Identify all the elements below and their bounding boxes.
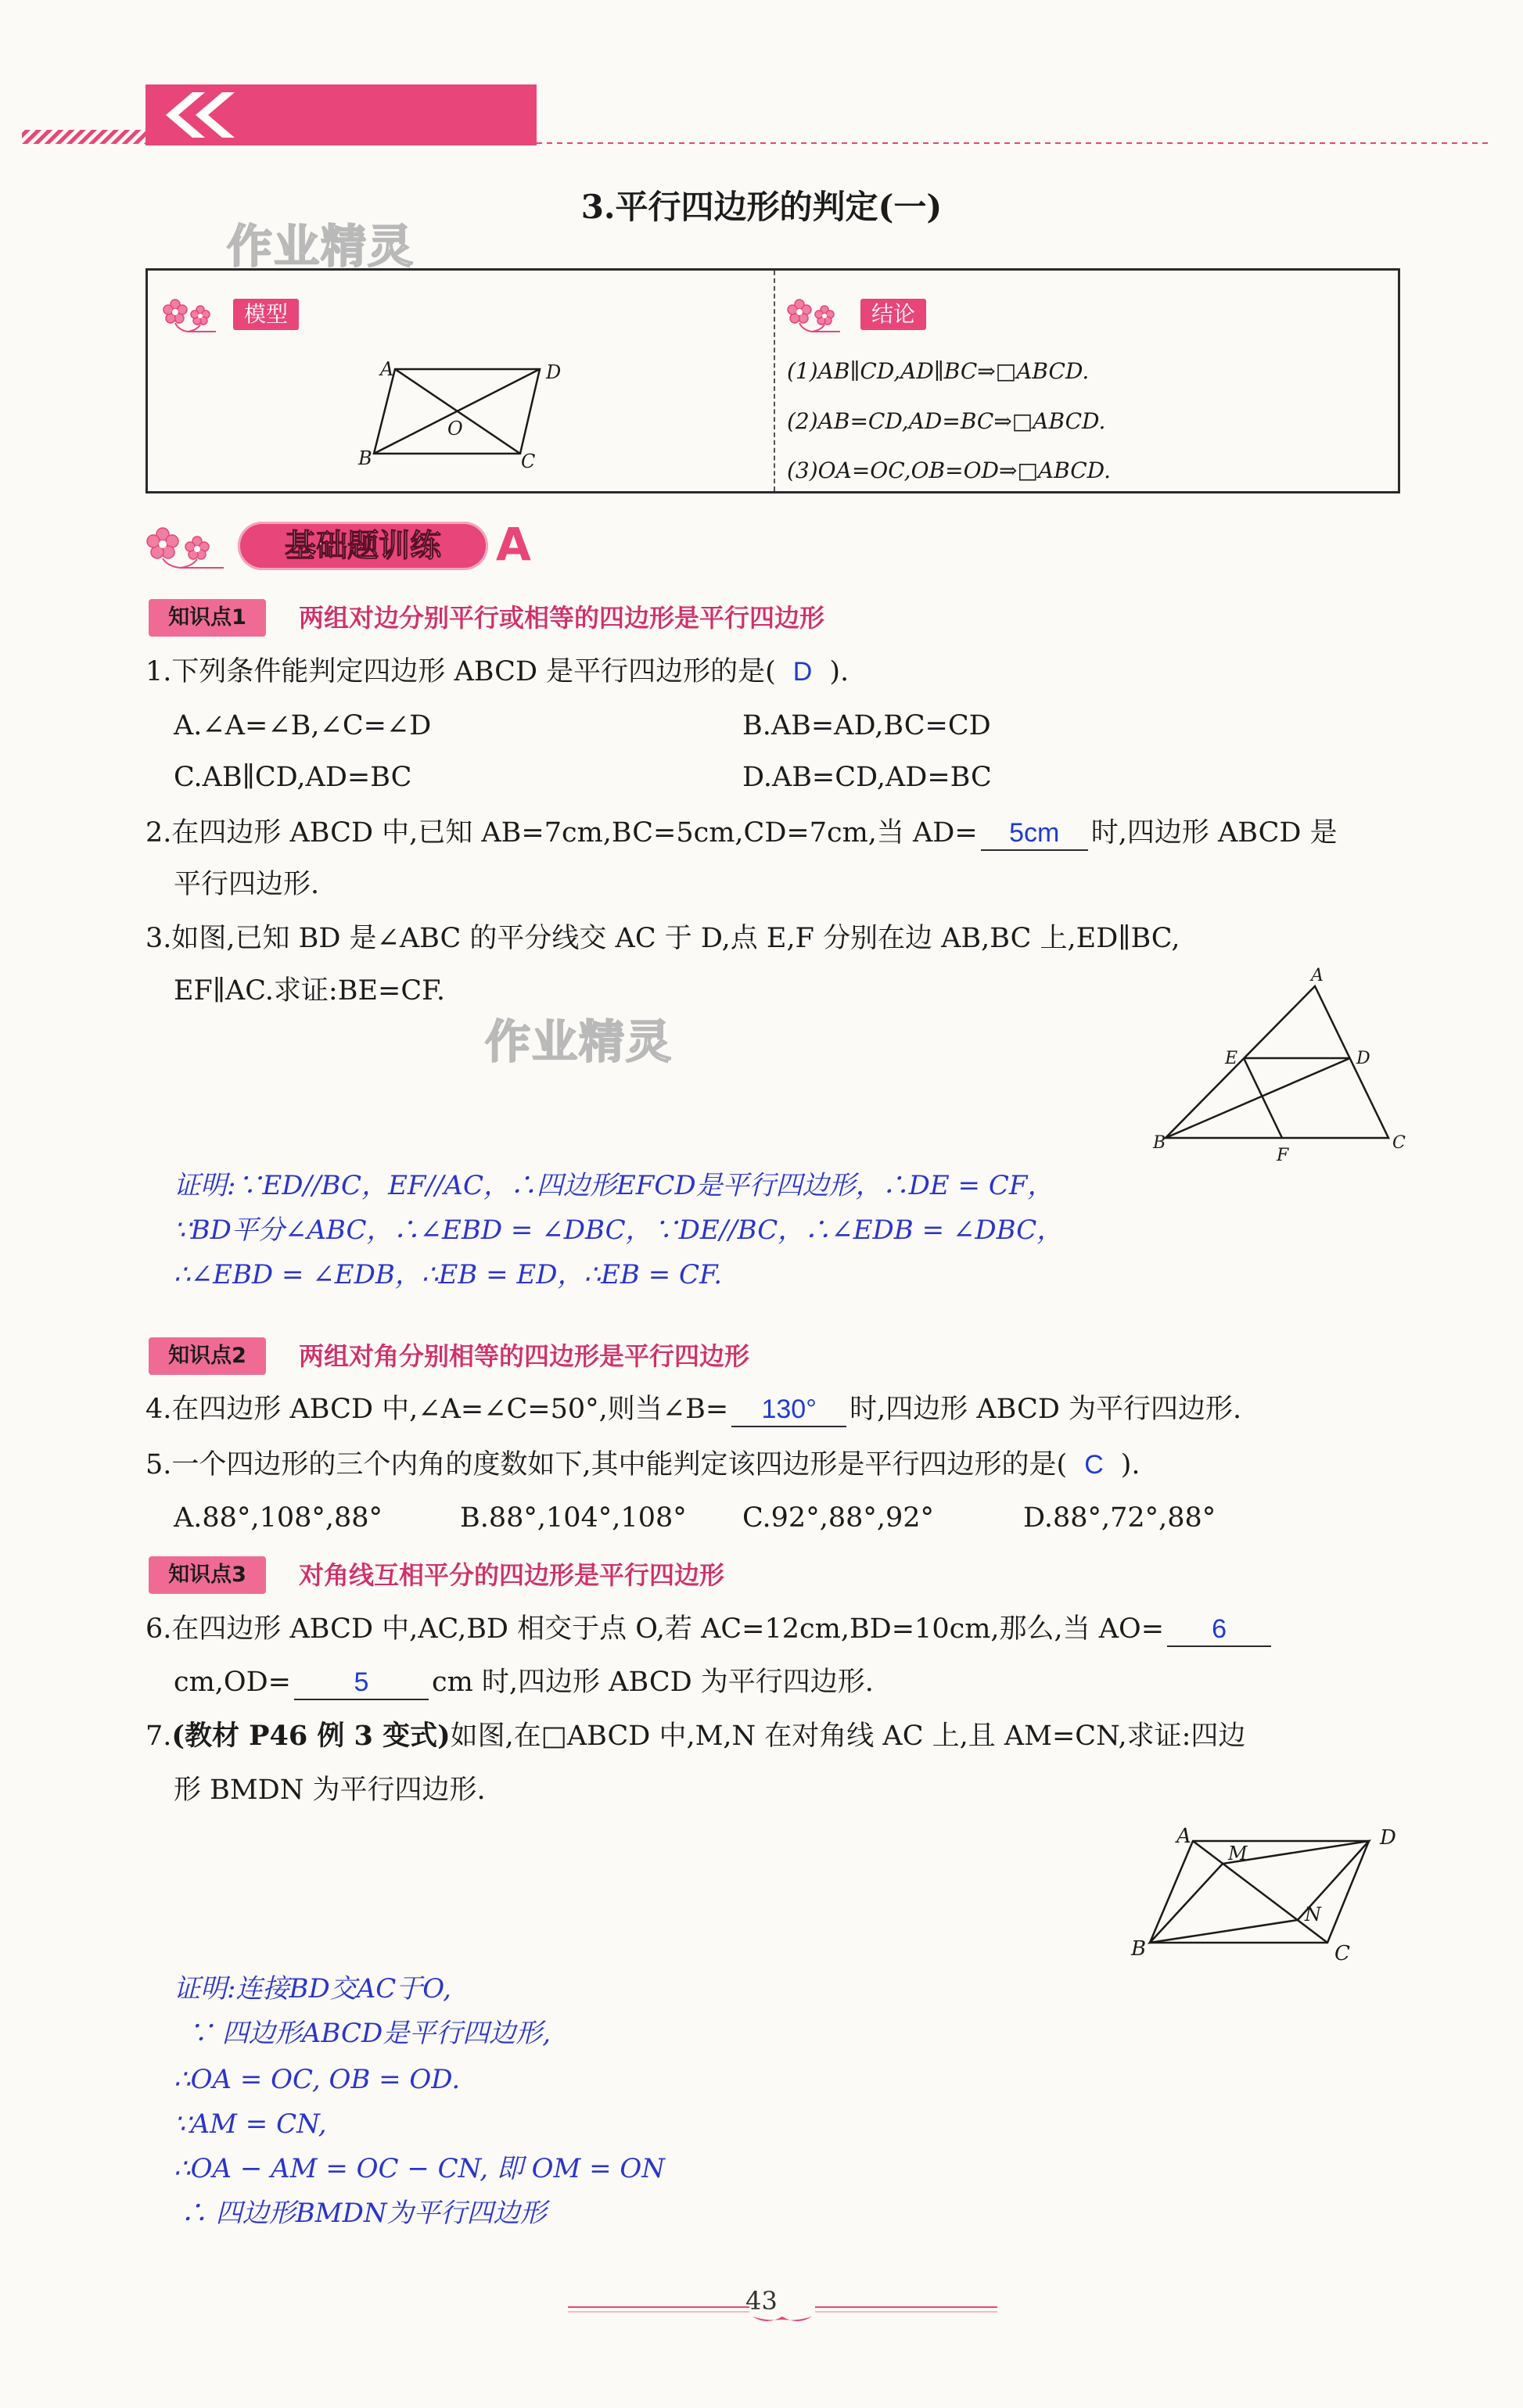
center-label-o: O xyxy=(447,418,463,440)
triangle-figure xyxy=(1126,958,1416,1185)
point-label-m: M xyxy=(1228,1843,1248,1864)
question-1 xyxy=(145,654,849,690)
header-stripes xyxy=(22,130,145,144)
section-title: 基础题训练 xyxy=(238,522,488,570)
vertex-label-a: A xyxy=(1311,966,1324,985)
point-label-e: E xyxy=(1225,1049,1238,1068)
question-stem: ). xyxy=(1120,1449,1140,1480)
answer-text: C xyxy=(1084,1450,1104,1480)
question-stem: 2.在四边形 ABCD 中,已知 AB=7cm,BC=5cm,CD=7cm,当 AD= xyxy=(145,817,978,849)
summary-box xyxy=(145,268,1400,493)
model-label: 模型 xyxy=(233,299,299,330)
box-divider xyxy=(774,271,775,491)
knowledge-point-tag: 知识点2 xyxy=(149,1337,266,1375)
answer-blank: 6 xyxy=(1167,1614,1271,1647)
flower-icon xyxy=(785,297,853,333)
answer-blank: 5cm xyxy=(981,818,1088,851)
option-d: D.AB=CD,AD=BC xyxy=(742,762,992,793)
knowledge-point-text: 两组对角分别相等的四边形是平行四边形 xyxy=(299,1341,750,1371)
proof-line: ∴OA − AM = OC − CN, 即 OM = ON xyxy=(174,2153,666,2184)
vertex-label-b: B xyxy=(1153,1133,1166,1153)
question-7-continued: 形 BMDN 为平行四边形. xyxy=(174,1775,486,1806)
question-stem: 时,四边形 ABCD 是 xyxy=(1090,817,1338,849)
question-6-continued xyxy=(174,1664,874,1700)
question-stem: 6.在四边形 ABCD 中,AC,BD 相交于点 O,若 AC=12cm,BD=10cm,那么,当 AO= xyxy=(145,1613,1165,1645)
question-3-continued: EF∥AC.求证:BE=CF. xyxy=(174,975,446,1007)
question-stem: 时,四边形 ABCD 为平行四边形. xyxy=(850,1394,1242,1425)
question-stem: cm 时,四边形 ABCD 为平行四边形. xyxy=(432,1667,874,1698)
option-c: C.92°,88°,92° xyxy=(742,1502,935,1534)
proof-line: ∴OA = OC, OB = OD. xyxy=(174,2064,461,2095)
header-banner xyxy=(0,78,1523,156)
proof-line: 证明:∵ED//BC，EF//AC，∴四边形EFCD是平行四边形，∴DE = CF， xyxy=(174,1170,1054,1201)
point-label-f: F xyxy=(1277,1146,1289,1165)
point-label-d: D xyxy=(1356,1049,1370,1068)
knowledge-point-tag: 知识点3 xyxy=(149,1556,266,1594)
parallelogram-figure xyxy=(1111,1814,1408,1971)
vertex-label-b: B xyxy=(358,447,372,469)
proof-line: ∴∠EBD = ∠EDB，∴EB = ED，∴EB = CF. xyxy=(174,1259,723,1290)
page-title: 3.平行四边形的判定(一) xyxy=(580,188,943,226)
knowledge-point-text: 对角线互相平分的四边形是平行四边形 xyxy=(299,1560,725,1590)
question-stem: 如图,在□ABCD 中,M,N 在对角线 AC 上,且 AM=CN,求证:四边 xyxy=(450,1721,1246,1752)
question-stem: cm,OD= xyxy=(174,1667,291,1698)
point-label-n: N xyxy=(1305,1904,1321,1925)
conclusion-label: 结论 xyxy=(860,299,926,330)
vertex-label-c: C xyxy=(1392,1133,1406,1153)
question-6 xyxy=(145,1611,1274,1647)
page-number: 43 xyxy=(745,2286,778,2316)
option-a: A.88°,108°,88° xyxy=(174,1502,383,1534)
vertex-label-c: C xyxy=(1334,1942,1350,1965)
question-number: 7. xyxy=(145,1721,172,1752)
question-stem: ). xyxy=(829,656,850,687)
proof-line: ∵AM = CN, xyxy=(174,2108,327,2140)
question-stem: 4.在四边形 ABCD 中,∠A=∠C=50°,则当∠B= xyxy=(145,1394,729,1425)
conclusion-item: (3)OA=OC,OB=OD⇒□ABCD. xyxy=(787,458,1111,483)
question-4 xyxy=(145,1391,1241,1427)
flower-icon xyxy=(161,297,228,333)
question-stem: 1.下列条件能判定四边形 ABCD 是平行四边形的是( xyxy=(145,656,776,687)
vertex-label-a: A xyxy=(1176,1825,1191,1848)
parallelogram-figure xyxy=(344,344,579,485)
question-source: (教材 P46 例 3 变式) xyxy=(171,1720,451,1752)
question-7 xyxy=(145,1718,1245,1754)
vertex-label-d: D xyxy=(1380,1826,1396,1850)
conclusion-item: (2)AB=CD,AD=BC⇒□ABCD. xyxy=(787,408,1106,434)
conclusion-item: (1)AB∥CD,AD∥BC⇒□ABCD. xyxy=(787,358,1090,384)
question-5 xyxy=(145,1447,1140,1483)
option-b: B.AB=AD,BC=CD xyxy=(742,710,991,741)
proof-line: 证明:连接BD交AC于O, xyxy=(174,1973,451,2004)
option-b: B.88°,104°,108° xyxy=(460,1502,687,1534)
watermark: 作业精灵 xyxy=(485,1015,673,1068)
question-3: 3.如图,已知 BD 是∠ABC 的平分线交 AC 于 D,点 E,F 分别在边 AB,BC 上,ED∥BC, xyxy=(145,923,1180,954)
option-c: C.AB∥CD,AD=BC xyxy=(174,762,412,793)
flower-icon xyxy=(145,526,232,569)
answer-blank: 130° xyxy=(731,1394,846,1427)
option-a: A.∠A=∠B,∠C=∠D xyxy=(174,710,432,741)
proof-line: ∵BD平分∠ABC，∴∠EBD = ∠DBC，∵DE//BC，∴∠EDB = ∠DBC， xyxy=(174,1215,1064,1246)
knowledge-point-tag: 知识点1 xyxy=(149,599,266,637)
question-stem: 5.一个四边形的三个内角的度数如下,其中能判定该四边形是平行四边形的是( xyxy=(145,1449,1068,1480)
answer-text: D xyxy=(792,657,813,687)
knowledge-point-text: 两组对边分别平行或相等的四边形是平行四边形 xyxy=(299,603,825,633)
watermark: 作业精灵 xyxy=(227,220,415,273)
vertex-label-d: D xyxy=(546,361,562,383)
proof-line: ∵ 四边形ABCD是平行四边形, xyxy=(187,2018,551,2049)
vertex-label-b: B xyxy=(1131,1937,1147,1961)
vertex-label-a: A xyxy=(380,358,394,380)
question-2-continued: 平行四边形. xyxy=(174,869,320,900)
proof-line: ∴ 四边形BMDN为平行四边形 xyxy=(181,2198,547,2229)
section-level: A xyxy=(496,518,531,571)
vertex-label-c: C xyxy=(521,450,536,472)
option-d: D.88°,72°,88° xyxy=(1023,1502,1216,1534)
question-2 xyxy=(145,815,1338,851)
answer-blank: 5 xyxy=(294,1667,429,1700)
